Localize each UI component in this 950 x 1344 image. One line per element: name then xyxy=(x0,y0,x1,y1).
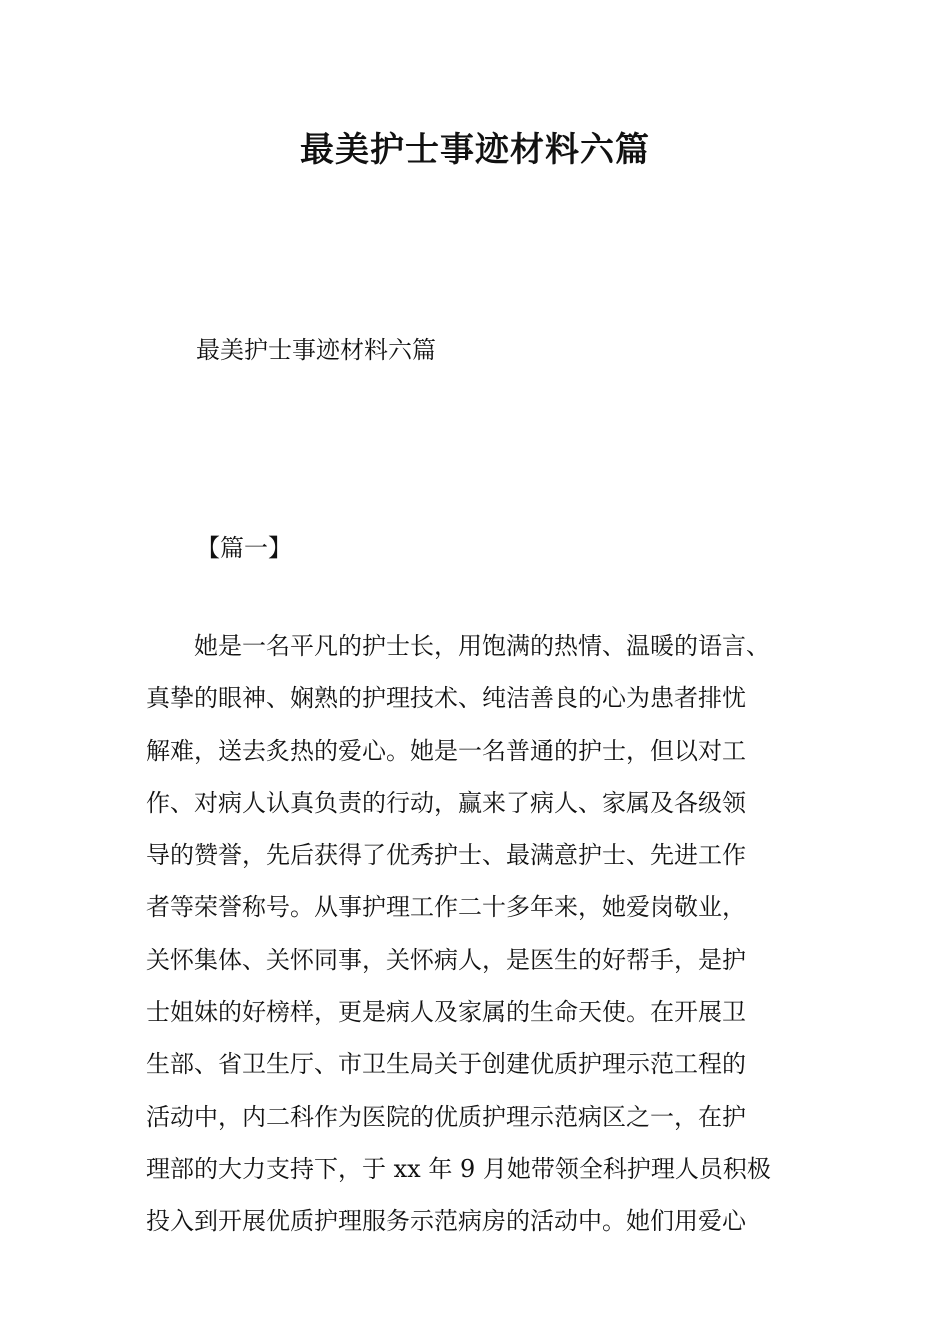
text-line: 关怀集体、关怀同事，关怀病人，是医生的好帮手，是护 xyxy=(146,945,746,974)
text-line: 者等荣誉称号。从事护理工作二十多年来，她爱岗敬业， xyxy=(146,893,746,922)
body-paragraph xyxy=(146,628,771,1256)
text-line: 她是一名平凡的护士长，用饱满的热情、温暖的语言、 xyxy=(146,632,770,660)
text-line: 理部的大力支持下，于 xx 年 9 月她带领全科护理人员积极 xyxy=(146,1154,771,1183)
text-line: 解难，送去炙热的爱心。她是一名普通的护士，但以对工 xyxy=(146,736,746,765)
text-line: 生部、省卫生厅、市卫生局关于创建优质护理示范工程的 xyxy=(146,1050,746,1079)
text-line: 活动中，内二科作为医院的优质护理示范病区之一，在护 xyxy=(146,1102,746,1131)
text-line: 投入到开展优质护理服务示范病房的活动中。她们用爱心 xyxy=(146,1207,746,1236)
text-line: 导的赞誉，先后获得了优秀护士、最满意护士、先进工作 xyxy=(146,841,746,870)
section-heading: 【篇一】 xyxy=(196,534,292,562)
text-line: 作、对病人认真负责的行动，赢来了病人、家属及各级领 xyxy=(146,788,746,817)
text-line: 士姐妹的好榜样，更是病人及家属的生命天使。在开展卫 xyxy=(146,998,746,1027)
text-line: 真挚的眼神、娴熟的护理技术、纯洁善良的心为患者排忧 xyxy=(146,684,746,713)
document-title: 最美护士事迹材料六篇 xyxy=(300,130,650,170)
document-subtitle: 最美护士事迹材料六篇 xyxy=(196,336,436,364)
